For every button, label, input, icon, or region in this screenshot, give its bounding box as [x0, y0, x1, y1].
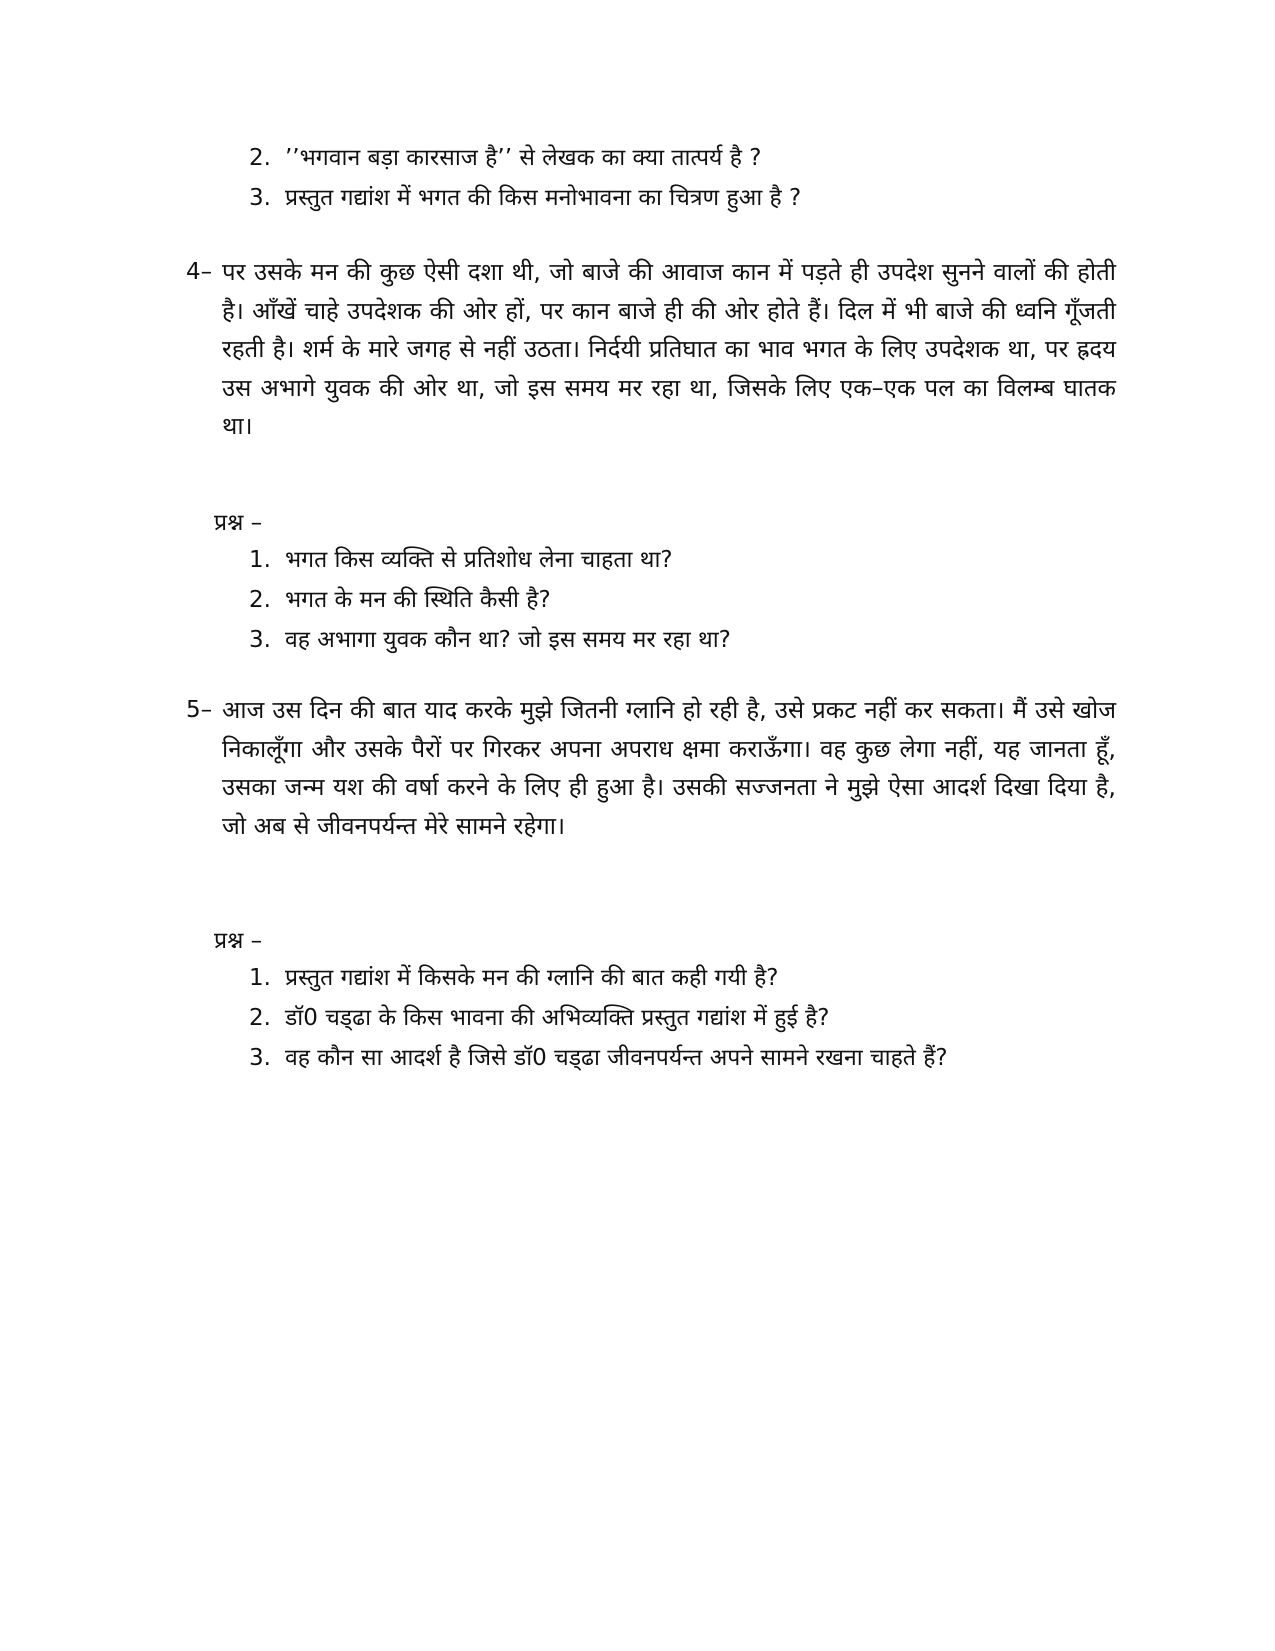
- question-text: प्रस्तुत गद्यांश में भगत की किस मनोभावना का चित्रण हुआ है ?: [285, 185, 802, 211]
- question-text: भगत के मन की स्थिति कैसी है?: [285, 587, 551, 613]
- question-item: [249, 580, 1069, 620]
- question-item: [249, 178, 1069, 218]
- passage-4-question-list: [249, 540, 1069, 660]
- question-number: 2.: [249, 145, 271, 171]
- question-number: 1.: [249, 547, 271, 573]
- passage-5-question-list: [249, 958, 1069, 1078]
- question-item: [249, 1038, 1069, 1078]
- question-number: 2.: [249, 1005, 271, 1031]
- passage-number: 5–: [186, 697, 213, 723]
- passage-4: [186, 253, 1116, 446]
- question-text: वह अभागा युवक कौन था? जो इस समय मर रहा था?: [285, 627, 731, 653]
- question-text: ’’भगवान बड़ा कारसाज है’’ से लेखक का क्या तात्पर्य है ?: [285, 145, 762, 171]
- question-item: [249, 620, 1069, 660]
- questions-label: प्रश्न –: [214, 928, 263, 954]
- passage-5: [186, 691, 1116, 845]
- question-text: प्रस्तुत गद्यांश में किसके मन की ग्लानि की बात कही गयी है?: [285, 965, 779, 991]
- passage-text: आज उस दिन की बात याद करके मुझे जितनी ग्लानि हो रही है, उसे प्रकट नहीं कर सकता। मैं उसे खोज निकालूँगा और उसके पैरों पर गिरकर अपना अपराध क्षमा कराऊँगा। वह कुछ लेगा नहीं, यह जानता हूँ, उसका जन्म यश की वर्षा करने के लिए ही हुआ है। उसकी सज्जनता ने मुझे ऐसा आदर्श दिखा दिया है, जो अब से जीवनपर्यन्त मेरे सामने रहेगा।: [222, 696, 1116, 840]
- question-number: 3.: [249, 1045, 271, 1071]
- passage-number: 4–: [186, 259, 213, 285]
- question-text: डॉ0 चड्‌ढा के किस भावना की अभिव्यक्ति प्रस्तुत गद्यांश में हुई है?: [285, 1005, 830, 1031]
- question-number: 3.: [249, 185, 271, 211]
- question-text: वह कौन सा आदर्श है जिसे डॉ0 चड्‌ढा जीवनपर्यन्त अपने सामने रखना चाहते हैं?: [285, 1045, 948, 1071]
- questions-label: प्रश्न –: [214, 510, 263, 536]
- question-number: 2.: [249, 587, 271, 613]
- carryover-question-list: [249, 138, 1069, 218]
- question-item: [249, 998, 1069, 1038]
- passage-text: पर उसके मन की कुछ ऐसी दशा थी, जो बाजे की आवाज कान में पड़ते ही उपदेश सुनने वालों की होती है। आँखें चाहे उपदेशक की ओर हों, पर कान बाजे ही की ओर होते हैं। दिल में भी बाजे की ध्वनि गूँजती रहती है। शर्म के मारे जगह से नहीं उठता। निर्दयी प्रतिघात का भाव भगत के लिए उपदेशक था, पर ह्रदय उस अभागे युवक की ओर था, जो इस समय मर रहा था, जिसके लिए एक–एक पल का विलम्ब घातक था।: [222, 258, 1116, 440]
- question-number: 3.: [249, 627, 271, 653]
- question-item: [249, 958, 1069, 998]
- question-item: [249, 138, 1069, 178]
- question-text: भगत किस व्यक्ति से प्रतिशोध लेना चाहता था?: [285, 547, 673, 573]
- question-number: 1.: [249, 965, 271, 991]
- question-item: [249, 540, 1069, 580]
